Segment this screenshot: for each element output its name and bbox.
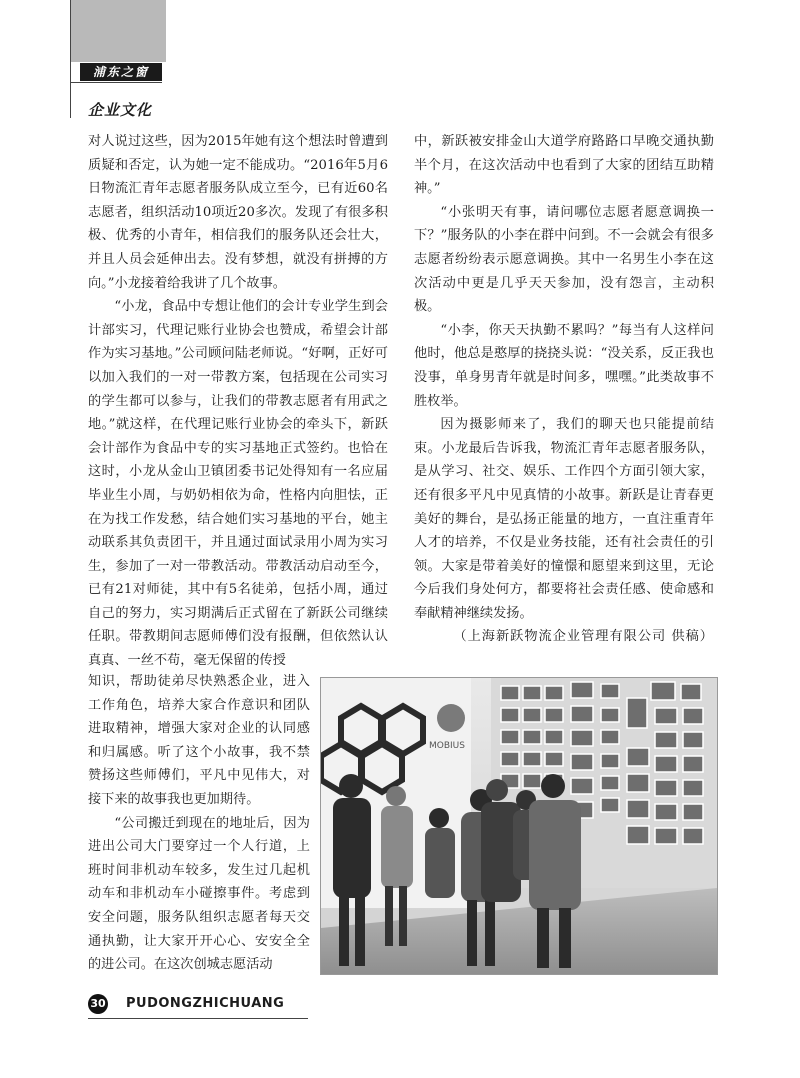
paragraph: “小张明天有事，请问哪位志愿者愿意调换一下？”服务队的小李在群中问到。不一会就会有很多志愿者纷纷表示愿意调换。其中一名男生小李在这次活动中更是几乎天天参加，没有怨言，主动积极。 [414,204,714,315]
header-vertical-rule [70,0,71,118]
magazine-name: PUDONGZHICHUANG [126,996,285,1011]
left-narrow-column [88,670,310,977]
section-title: 企业文化 [88,101,153,119]
left-column [88,130,388,673]
paragraph: “小李，你天天执勤不累吗？”每当有人这样问他时，他总是憨厚的挠挠头说：“没关系，反正我也没事，单身男青年就是时间多，嘿嘿。”此类故事不胜枚举。 [414,322,714,409]
paragraph: 中，新跃被安排金山大道学府路路口早晚交通执勤半个月，在这次活动中也看到了大家的团结互助精神。” [414,134,714,197]
footer-rule [88,1018,308,1019]
paragraph: “小龙，食品中专想让他们的会计专业学生到会计部实习，代理记账行业协会也赞成，希望会计部作为实习基地。”公司顾问陆老师说。“好啊，正好可以加入我们的一对一带教方案，包括现在公司实习的学生都可以参与，让我们的带教志愿者有用武之地。”就这样，在代理记账行业协会的牵头下，新跃会计部作为食品中专的实习基地正式签约。也恰在这时，小龙从金山卫镇团委书记处得知有一名应届毕业生小周，与奶奶相依为命，性格内向胆怯，正在为找工作发愁，结合她们实习基地的平台，她主动联系其负责团干，并且通过面试录用小周为实习生，参加了一对一带教活动。带教活动启动至今，已有21对师徒，其中有5名徒弟，包括小周，通过自己的努力，实习期满后正式留在了新跃公司继续任职。带教期间志愿师傅们没有报酬，但依然认认真真、一丝不苟，毫无保留的传授 [88,299,388,669]
header-gray-block [70,0,166,62]
right-column [414,130,714,649]
paragraph: 知识，帮助徒弟尽快熟悉企业，进入工作角色，培养大家合作意识和团队进取精神，增强大家对企业的认同感和归属感。听了这个小故事，我不禁赞扬这些师傅们，平凡中见伟大，对接下来的故事我也更加期待。 [88,674,310,807]
article-credit: （上海新跃物流企业管理有限公司 供稿） [453,629,714,645]
paragraph: “公司搬迁到现在的地址后，因为进出公司大门要穿过一个人行道，上班时间非机动车较多，发生过几起机动车和非机动车小碰擦事件。考虑到安全问题，服务队组织志愿者每天交通执勤，让大家开开心心、安安全全的进公司。在这次创城志愿活动 [88,815,310,973]
company-sign: MOBIUS [429,741,465,751]
page-number: 30 [88,994,108,1014]
paragraph: 因为摄影师来了，我们的聊天也只能提前结束。小龙最后告诉我，物流汇青年志愿者服务队，是从学习、社交、娱乐、工作四个方面引领大家，还有很多平凡中见真情的小故事。新跃是让青春更美好的舞台，是弘扬正能量的地方，一直注重青年人才的培养，不仅是业务技能，还有社会责任的引领。大家是带着美好的憧憬和愿望来到这里，无论今后我们身处何方，都要将社会责任感、使命感和奉献精神继续发扬。 [414,417,714,621]
paragraph: 对人说过这些，因为2015年她有这个想法时曾遭到质疑和否定，认为她一定不能成功。“2016年5月6日物流汇青年志愿者服务队成立至今，已有近60名志愿者，组织活动10项近20多次。发现了有很多积极、优秀的小青年，相信我们的服务队还会壮大，并且人员会延伸出去。没有梦想，就没有拼搏的方向。”小龙接着给我讲了几个故事。 [88,134,388,291]
article-photo [320,677,718,975]
header-horizontal-rule [70,82,162,83]
magazine-logo-tag: 浦东之窗 [80,63,162,81]
